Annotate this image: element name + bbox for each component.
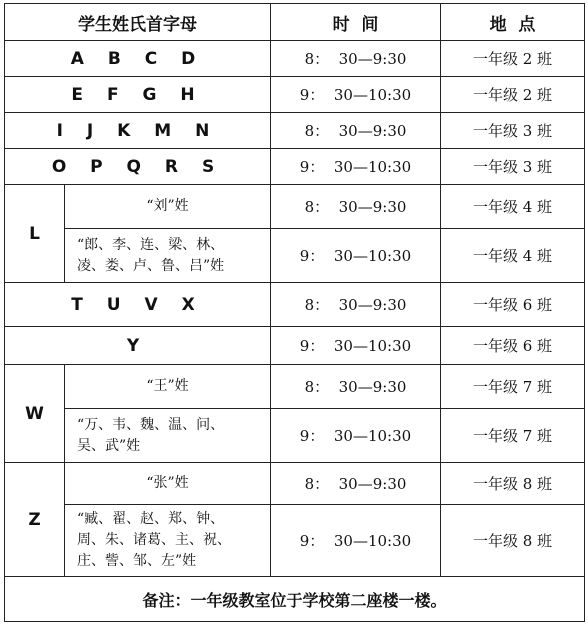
surname-line: 庄、訾、邹、左”姓 (77, 553, 197, 569)
initials-cell: O P Q R S (5, 149, 271, 185)
header-time: 时 间 (271, 4, 441, 41)
surname-line: 周、朱、诸葛、主、祝、 (77, 532, 231, 548)
schedule-table (4, 3, 585, 622)
surname-cell (65, 229, 271, 283)
header-initial: 学生姓氏首字母 (5, 4, 271, 41)
header-place: 地 点 (441, 4, 585, 41)
note-text: 备注：一年级教室位于学校第二座楼一楼。 (5, 577, 585, 622)
time-cell: 8： 30—9:30 (271, 365, 441, 409)
surname-line: “万、韦、魏、温、问、 (77, 416, 225, 433)
surname-line: 吴、武”姓 (77, 437, 141, 454)
surname-cell: “王”姓 (65, 365, 271, 409)
table-row (5, 505, 585, 577)
time-cell: 9： 30—10:30 (271, 327, 441, 365)
initials-cell: T U V X (5, 283, 271, 327)
time-cell: 8： 30—9:30 (271, 463, 441, 505)
group-letter-z: Z (5, 463, 65, 577)
note-row (5, 577, 585, 622)
time-cell: 8： 30—9:30 (271, 185, 441, 229)
surname-line: “臧、翟、赵、郑、钟、 (77, 511, 225, 527)
place-cell: 一年级 6 班 (441, 327, 585, 365)
header-row (5, 4, 585, 41)
table-row (5, 409, 585, 463)
place-cell: 一年级 3 班 (441, 149, 585, 185)
time-cell: 8： 30—9:30 (271, 113, 441, 149)
place-cell: 一年级 8 班 (441, 505, 585, 577)
time-cell: 9： 30—10:30 (271, 409, 441, 463)
group-letter-l: L (5, 185, 65, 283)
place-cell: 一年级 7 班 (441, 409, 585, 463)
place-cell: 一年级 3 班 (441, 113, 585, 149)
place-cell: 一年级 7 班 (441, 365, 585, 409)
table-row (5, 77, 585, 113)
initials-cell: A B C D (5, 41, 271, 77)
table-row (5, 229, 585, 283)
time-cell: 9： 30—10:30 (271, 229, 441, 283)
place-cell: 一年级 4 班 (441, 229, 585, 283)
table-row (5, 185, 585, 229)
table-row (5, 149, 585, 185)
initials-cell: Y (5, 327, 271, 365)
place-cell: 一年级 4 班 (441, 185, 585, 229)
table-row (5, 41, 585, 77)
table-row (5, 463, 585, 505)
place-cell: 一年级 2 班 (441, 41, 585, 77)
group-letter-w: W (5, 365, 65, 463)
time-cell: 8： 30—9:30 (271, 283, 441, 327)
time-cell: 8： 30—9:30 (271, 41, 441, 77)
initials-cell: E F G H (5, 77, 271, 113)
table-row (5, 283, 585, 327)
surname-cell: “张”姓 (65, 463, 271, 505)
table-row (5, 365, 585, 409)
initials-cell: I J K M N (5, 113, 271, 149)
surname-cell: “刘”姓 (65, 185, 271, 229)
surname-line: 凌、娄、卢、鲁、吕”姓 (77, 257, 225, 274)
time-cell: 9： 30—10:30 (271, 505, 441, 577)
surname-cell (65, 409, 271, 463)
table-row (5, 327, 585, 365)
place-cell: 一年级 6 班 (441, 283, 585, 327)
time-cell: 9： 30—10:30 (271, 149, 441, 185)
table-row (5, 113, 585, 149)
place-cell: 一年级 8 班 (441, 463, 585, 505)
surname-cell (65, 505, 271, 577)
place-cell: 一年级 2 班 (441, 77, 585, 113)
surname-line: “郎、李、连、梁、林、 (77, 236, 225, 253)
time-cell: 9： 30—10:30 (271, 77, 441, 113)
